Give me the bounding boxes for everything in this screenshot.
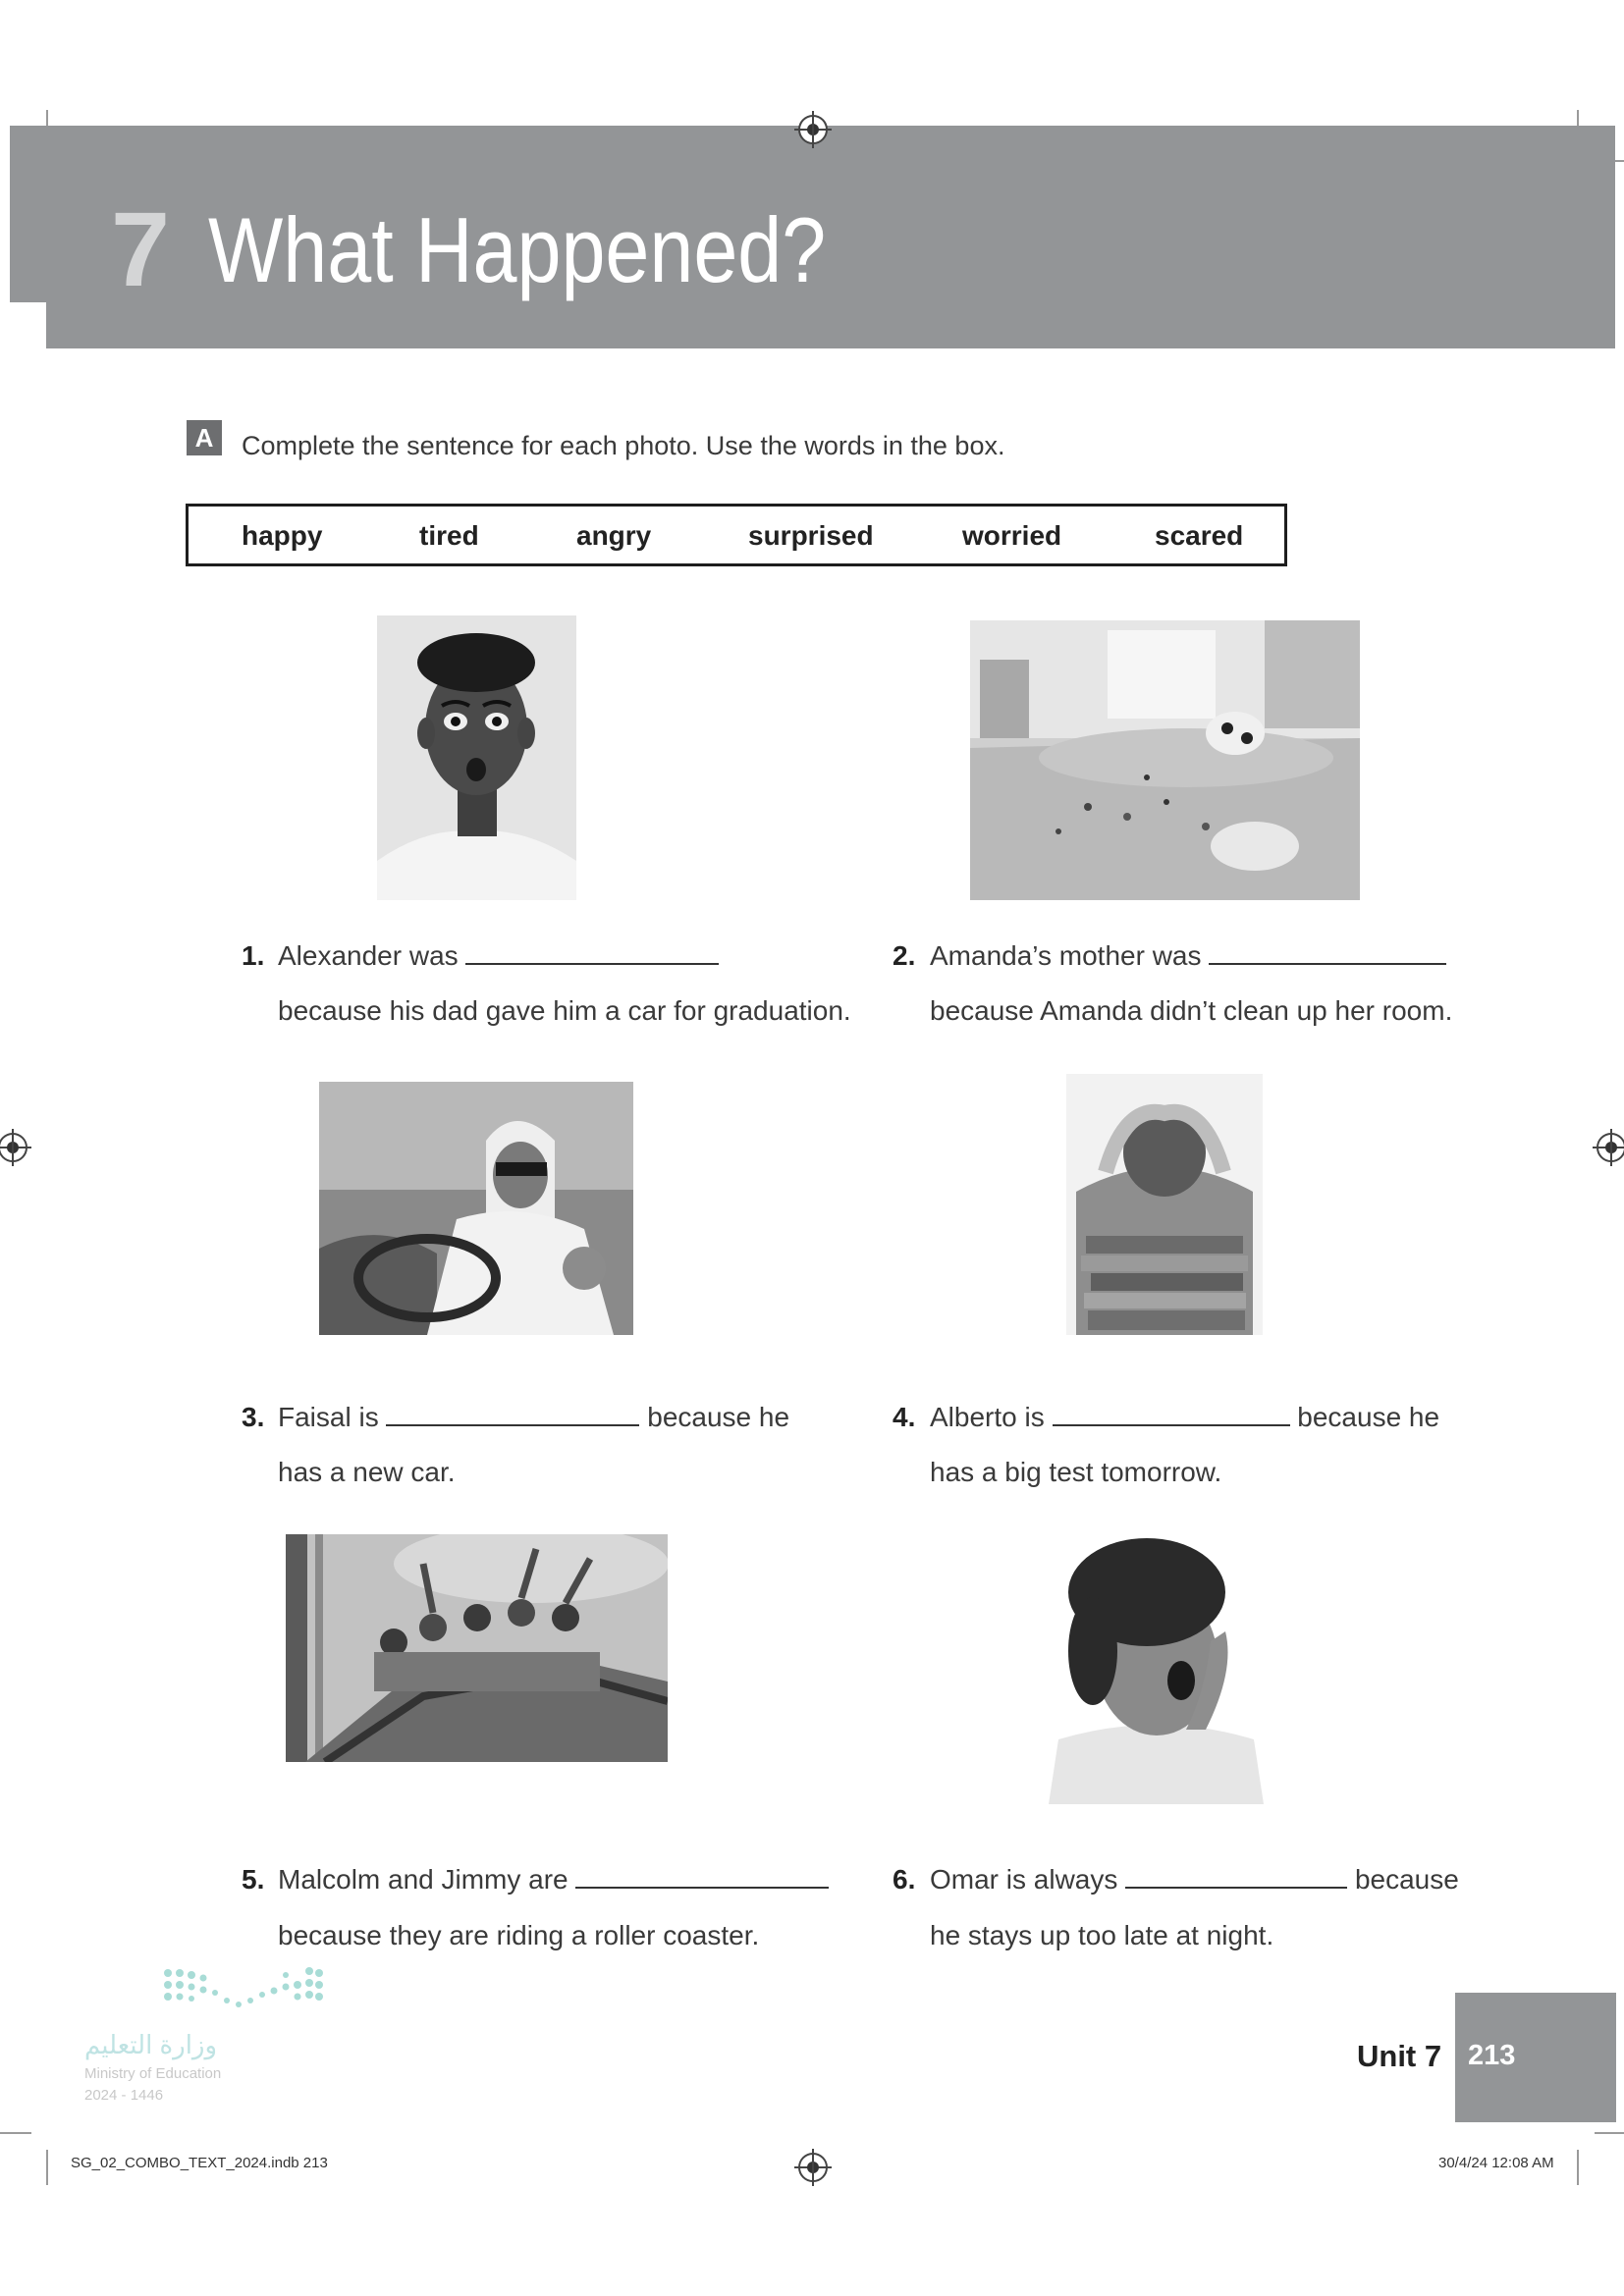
item-text: because Amanda didn’t clean up her room. [930,995,1453,1026]
unit-number: 7 [111,189,171,308]
item-text: Amanda’s mother was [930,940,1202,971]
word-box-item: happy [242,520,323,551]
answer-blank[interactable] [386,1403,639,1426]
word-box-item: tired [419,520,479,551]
item-number: 1. [242,940,265,971]
item-text: because his dad gave him a car for graduation. [278,995,851,1026]
answer-blank[interactable] [575,1865,829,1889]
word-box-item: scared [1155,520,1244,551]
registration-mark-icon [1597,1133,1624,1162]
item-text: Faisal is [278,1402,379,1432]
item-number: 6. [893,1864,916,1895]
photo-worried-student [1066,1074,1263,1335]
word-box-item: worried [962,520,1062,551]
item-text: because he [647,1402,790,1432]
page-number: 213 [1468,2040,1516,2071]
item-number: 3. [242,1402,265,1432]
item-text: has a new car. [278,1457,456,1487]
print-slug-file: SG_02_COMBO_TEXT_2024.indb 213 [71,2155,328,2171]
unit-label: Unit 7 [1357,2039,1442,2073]
photo-yawning-boy [1049,1533,1264,1804]
crop-mark [46,2150,48,2185]
answer-blank[interactable] [465,941,719,965]
answer-blank[interactable] [1053,1403,1290,1426]
photo-man-in-car [319,1082,633,1335]
header-band-tab [10,126,49,302]
photo-roller-coaster [286,1534,668,1762]
item-text: because he [1297,1402,1440,1432]
registration-mark-icon [0,1133,27,1162]
answer-blank[interactable] [1209,941,1446,965]
ministry-year: 2024 - 1446 [84,2087,164,2104]
registration-mark-icon [798,2153,828,2182]
item-text: has a big test tomorrow. [930,1457,1222,1487]
photo-surprised-man [377,615,576,900]
item-text: Alexander was [278,940,459,971]
word-box [186,504,1287,566]
item-number: 2. [893,940,916,971]
crop-mark [0,2132,31,2134]
item-number: 4. [893,1402,916,1432]
crop-mark [1595,2132,1624,2134]
photo-messy-room [970,620,1360,900]
instruction-text: Complete the sentence for each photo. Use the words in the box. [242,431,1005,460]
item-number: 5. [242,1864,265,1895]
item-text: because they are riding a roller coaster. [278,1920,760,1950]
item-text: Omar is always [930,1864,1118,1895]
ministry-name-arabic: وزارة التعليم [84,2030,218,2059]
item-text: because [1354,1864,1459,1895]
answer-blank[interactable] [1125,1865,1347,1889]
page-title: What Happened? [208,198,827,301]
item-text: he stays up too late at night. [930,1920,1274,1950]
item-text: Malcolm and Jimmy are [278,1864,568,1895]
print-slug-date: 30/4/24 12:08 AM [1438,2155,1554,2171]
section-letter: A [187,420,222,455]
crop-mark [1577,2150,1579,2185]
registration-mark-icon [798,115,828,144]
ministry-name-english: Ministry of Education [84,2065,222,2082]
ministry-logo-icon [162,1965,324,2016]
word-box-item: angry [576,520,652,551]
item-text: Alberto is [930,1402,1045,1432]
word-box-item: surprised [748,520,874,551]
